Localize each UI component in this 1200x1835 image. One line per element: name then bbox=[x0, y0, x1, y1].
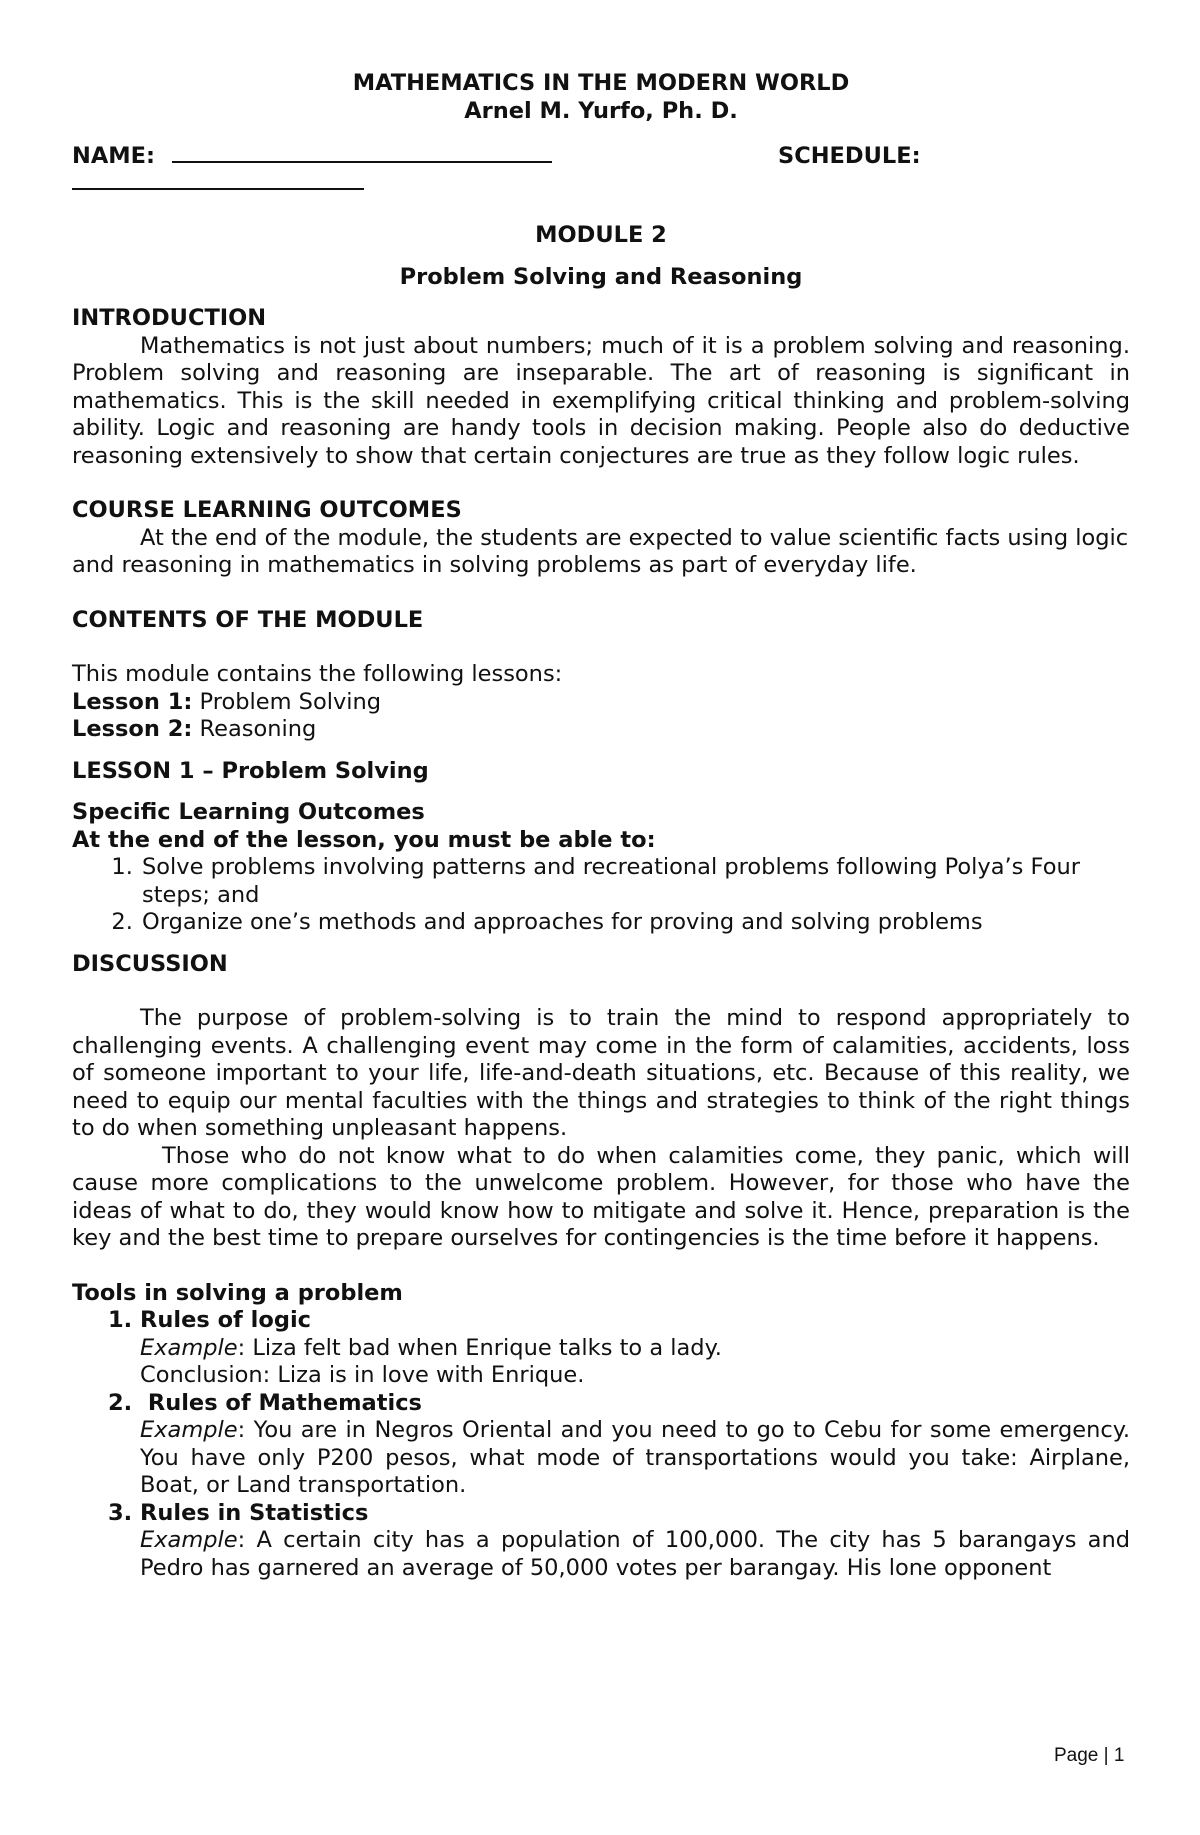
introduction-heading: INTRODUCTION bbox=[72, 305, 267, 331]
example-text: : You are in Negros Oriental and you need to go to Cebu for some emergency. You have only P200 pesos, what mode of transportations would you take: Airplane, Boat, or Land transportation. bbox=[140, 1417, 1130, 1498]
example-label: Example bbox=[140, 1334, 238, 1361]
outcomes-text: At the end of the module, the students are expected to value scientific facts using logic and reasoning in mathematics in solving problems as part of everyday life. bbox=[72, 524, 1129, 578]
tool-number: 1. bbox=[108, 1307, 133, 1333]
page-number: Page | 1 bbox=[1054, 1745, 1125, 1766]
name-blank[interactable] bbox=[172, 161, 552, 163]
lesson-title: Problem Solving bbox=[199, 688, 382, 715]
introduction-text: Mathematics is not just about numbers; much of it is a problem solving and reasoning. Problem solving and reasoning are inseparable. The art of reasoning is significant in mathematics. This is the skill needed in exemplifying critical thinking and problem-solving ability. Logic and reasoning are handy tools in decision making. People also do deductive reasoning extensively to show that certain conjectures are true as they follow logic rules. bbox=[72, 332, 1130, 469]
name-label: NAME: bbox=[72, 143, 156, 169]
tool-example bbox=[72, 1335, 1130, 1363]
document-page bbox=[72, 70, 1130, 1582]
tool-title bbox=[72, 1390, 1130, 1418]
tool-title bbox=[72, 1307, 1130, 1335]
schedule-blank[interactable] bbox=[72, 174, 364, 190]
discussion-paragraph: The purpose of problem-solving is to train the mind to respond appropriately to challenging events. A challenging event may come in the form of calamities, accidents, loss of someone important to your life, life-and-death situations, etc. Because of this reality, we need to equip our mental faculties with the things and strategies to think of the right things to do when something unpleasant happens. bbox=[72, 1005, 1130, 1141]
discussion-heading: DISCUSSION bbox=[72, 950, 228, 977]
slo-list bbox=[72, 854, 1130, 937]
module-title: Problem Solving and Reasoning bbox=[399, 263, 803, 290]
tools-heading: Tools in solving a problem bbox=[72, 1279, 403, 1306]
contents-heading: CONTENTS OF THE MODULE bbox=[72, 606, 424, 633]
module-number: MODULE 2 bbox=[535, 222, 667, 248]
tool-name: Rules of logic bbox=[140, 1307, 311, 1333]
name-schedule-row bbox=[72, 143, 1130, 170]
tool-name: Rules of Mathematics bbox=[147, 1389, 422, 1416]
discussion-paragraph: Those who do not know what to do when calamities come, they panic, which will cause more complications to the unwelcome problem. However, for those who have the ideas of what to do, they would know how to mitigate and solve it. Hence, preparation is the key and the best time to prepare ourselves for contingencies is the time before it happens. bbox=[72, 1142, 1130, 1251]
course-title: MATHEMATICS IN THE MODERN WORLD bbox=[352, 70, 850, 96]
tool-name: Rules in Statistics bbox=[140, 1499, 369, 1526]
slo-heading: Specific Learning Outcomes bbox=[72, 799, 425, 825]
lesson-item bbox=[72, 689, 1130, 717]
lesson-label: Lesson 1: bbox=[72, 688, 193, 715]
tool-conclusion: Conclusion: Liza is in love with Enrique. bbox=[140, 1362, 585, 1388]
lesson-item bbox=[72, 716, 1130, 744]
example-label: Example bbox=[140, 1417, 238, 1443]
slo-intro: At the end of the lesson, you must be able to: bbox=[72, 826, 656, 853]
example-text: : Liza felt bad when Enrique talks to a lady. bbox=[237, 1334, 722, 1361]
lesson-label: Lesson 2: bbox=[72, 716, 193, 742]
tool-example bbox=[72, 1417, 1130, 1500]
tool-title bbox=[72, 1500, 1130, 1528]
lesson-title: Reasoning bbox=[199, 716, 317, 742]
example-text: : A certain city has a population of 100,000. The city has 5 barangays and Pedro has garnered an average of 50,000 votes per barangay. His lone opponent bbox=[140, 1527, 1130, 1581]
schedule-blank-row bbox=[72, 170, 1130, 200]
author: Arnel M. Yurfo, Ph. D. bbox=[464, 97, 738, 124]
list-item: 1. Solve problems involving patterns and recreational problems following Polya’s Four steps; and bbox=[140, 854, 1130, 909]
tool-number: 2. bbox=[108, 1389, 133, 1416]
lesson1-heading: LESSON 1 – Problem Solving bbox=[72, 757, 429, 784]
outcomes-heading: COURSE LEARNING OUTCOMES bbox=[72, 497, 462, 523]
contents-intro: This module contains the following lessons: bbox=[72, 661, 563, 687]
schedule-label: SCHEDULE: bbox=[778, 143, 921, 169]
list-item: 2. Organize one’s methods and approaches for proving and solving problems bbox=[140, 909, 1130, 937]
tool-number: 3. bbox=[108, 1499, 133, 1526]
tool-example bbox=[72, 1527, 1130, 1582]
example-label: Example bbox=[140, 1527, 238, 1553]
